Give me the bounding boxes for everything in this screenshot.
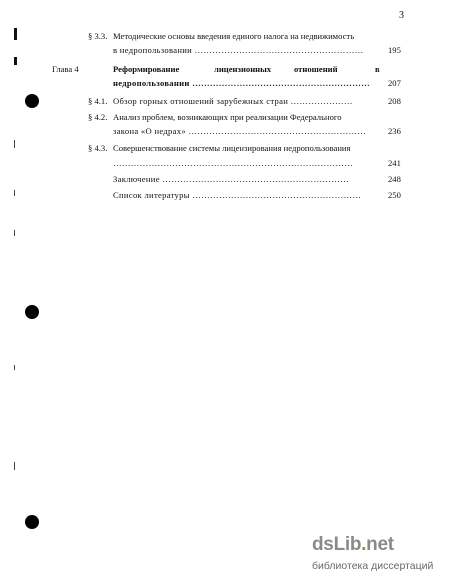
page-ref: 236 [388,126,401,136]
scan-mark [14,365,15,370]
page-ref: 195 [388,45,401,55]
section-number: § 4.1. [88,96,108,106]
chapter-title-cont: недропользовании …………………………………………………… [113,78,370,88]
section-title-cont: ……………………………………………………………………… [113,158,354,168]
scan-mark [14,28,17,40]
page-ref: 208 [388,96,401,106]
page-ref: 241 [388,158,401,168]
section-title: Методические основы введения единого налога на недвижимость [113,31,355,41]
dslib-subtitle: библиотека диссертаций [312,560,434,572]
chapter-title-word: в [375,64,380,74]
references-title: Список литературы ………………………………………………… [113,190,362,200]
dslib-logo: dsLib.net [312,534,394,555]
conclusion-title: Заключение ……………………………………………………… [113,174,350,184]
section-title: Совершенствование системы лицензирования недропользования [113,143,351,153]
section-number: § 4.2. [88,112,108,122]
chapter-label: Глава 4 [52,64,79,74]
section-title: Обзор горных отношений зарубежных стран ………………… [113,96,353,106]
binder-hole [25,515,39,529]
chapter-title-word: Реформирование [113,64,180,74]
site-watermark [312,534,448,580]
chapter-title-word: отношений [294,64,338,74]
page-ref: 250 [388,190,401,200]
chapter-title-word: лицензионных [214,64,272,74]
section-title-cont: закона «О недрах» …………………………………………………… [113,126,367,136]
scan-mark [14,140,15,148]
section-title: Анализ проблем, возникающих при реализации Федерального [113,112,342,122]
section-title-cont: в недропользовании ………………………………………………… [113,45,364,55]
section-number: § 4.3. [88,143,108,153]
scan-mark [14,57,17,65]
scan-mark [14,230,15,236]
binder-hole [25,305,39,319]
binder-hole [25,94,39,108]
section-number: § 3.3. [88,31,108,41]
page-ref: 207 [388,78,401,88]
page-number: 3 [399,10,404,21]
scan-mark [14,462,15,470]
page-ref: 248 [388,174,401,184]
scan-mark [14,190,15,196]
